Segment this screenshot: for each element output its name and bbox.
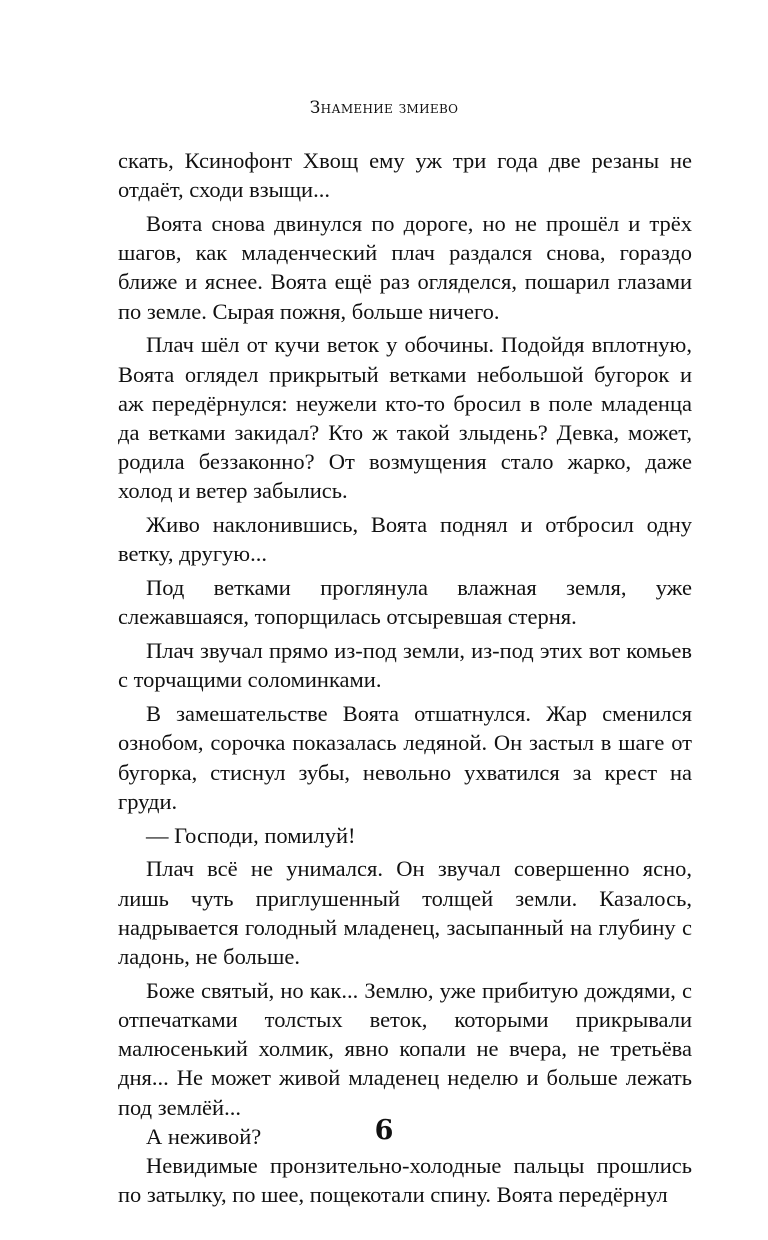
paragraph: А неживой?	[146, 1123, 262, 1149]
running-title: Знамение змиево	[309, 98, 459, 118]
paragraph: Плач всё не унимался. Он звучал совершенно ясно, лишь чуть приглушенный толщей земли. Казалось, надрывается голодный младенец, засыпанный на глубину с ладонь, не больше.	[118, 856, 692, 970]
paragraph: Под ветками проглянула влажная земля, уже слежавшаяся, топорщилась отсыревшая стерня.	[118, 575, 692, 630]
page-number: 6	[374, 1115, 394, 1146]
paragraph: Воята снова двинулся по дороге, но не прошёл и трёх шагов, как младенческий плач раздался снова, гораздо ближе и яснее. Воята ещё раз огляделся, пошарил глазами по земле. Сырая пожня, больше ничего.	[118, 211, 692, 324]
paragraph: скать, Ксинофонт Хвощ ему уж три года две резаны не отдаёт, сходи взыщи...	[118, 148, 692, 203]
dialogue-line: — Господи, помилуй!	[146, 822, 356, 848]
paragraph: Плач шёл от кучи веток у обочины. Подойдя вплотную, Воята оглядел прикрытый ветками небольшой бугорок и аж передёрнулся: неужели кто-то бросил в поле младенца да ветками закидал? Кто ж такой злыдень? Девка, может, родила беззаконно? От возмущения стало жарко, даже холод и ветер забылись.	[118, 332, 692, 504]
body-text	[118, 146, 692, 1209]
paragraph: Невидимые пронзительно-холодные пальцы прошлись по затылку, по шее, пощекотали спину. Воята передёрнул	[118, 1153, 692, 1208]
paragraph: Плач звучал прямо из-под земли, из-под этих вот комьев с торчащими соломинками.	[118, 638, 692, 693]
paragraph: В замешательстве Воята отшатнулся. Жар сменился ознобом, сорочка показалась ледяной. Он застыл в шаге от бугорка, стиснул зубы, невольно ухватился за крест на груди.	[118, 701, 692, 814]
paragraph: Боже святый, но как... Землю, уже прибитую дождями, с отпечатками толстых веток, которыми прикрывали малюсенький холмик, явно копали не вчера, не третьёва дня... Не может живой младенец неделю и больше лежать под землёй...	[118, 977, 692, 1120]
paragraph: Живо наклонившись, Воята поднял и отбросил одну ветку, другую...	[118, 512, 692, 567]
